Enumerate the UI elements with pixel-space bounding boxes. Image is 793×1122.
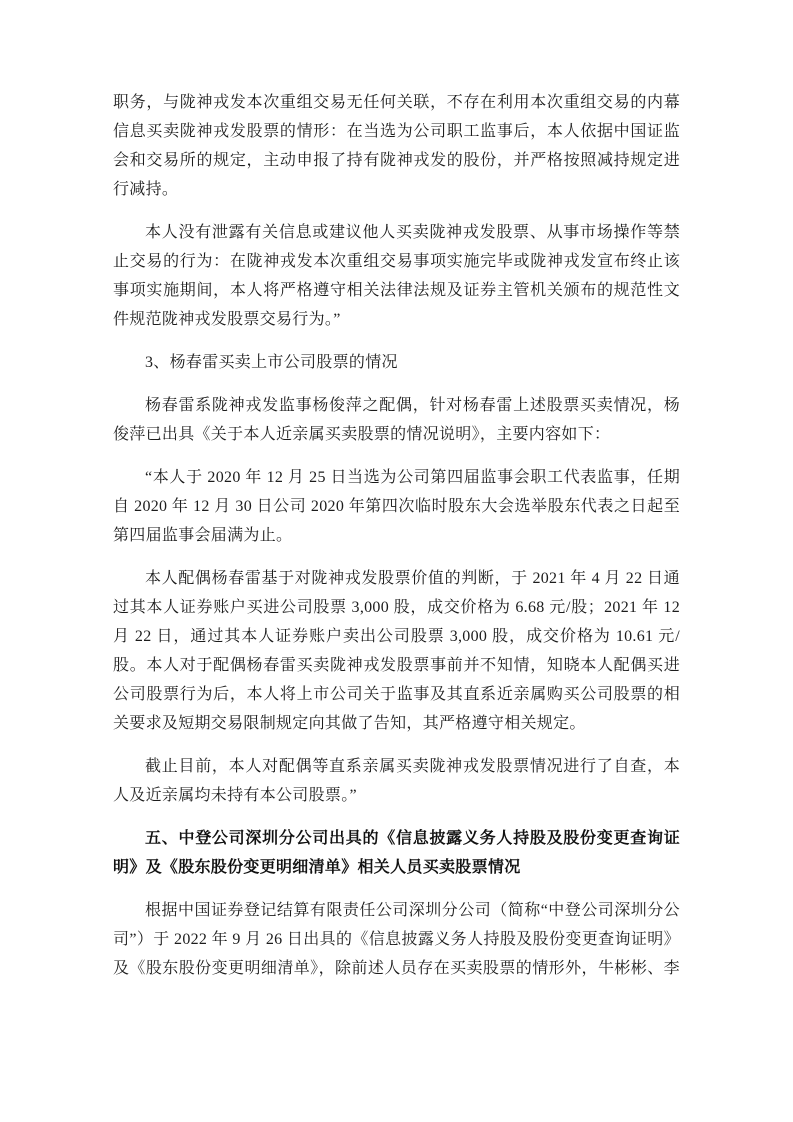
paragraph-quote-election: “本人于 2020 年 12 月 25 日当选为公司第四届监事会职工代表监事，任期自 2020 年 12 月 30 日公司 2020 年第四次临时股东大会选举股东代表之日起至第四届监事会届满为止。 [113,469,680,544]
paragraph-no-leak-statement: 本人没有泄露有关信息或建议他人买卖陇神戎发股票、从事市场操作等禁止交易的行为：在陇神戎发本次重组交易事项实施完毕或陇神戎发宣布终止该事项实施期间，本人将严格遵守相关法律法规及证券主管机关颁布的规范性文件规范陇神戎发股票交易行为。” [113,224,680,328]
paragraph-spouse-intro: 杨春雷系陇神戎发监事杨俊萍之配偶，针对杨春雷上述股票买卖情况，杨俊萍已出具《关于本人近亲属买卖股票的情况说明》，主要内容如下： [113,397,680,443]
section-heading-5: 五、中登公司深圳分公司出具的《信息披露义务人持股及股份变更查询证明》及《股东股份变更明细清单》相关人员买卖股票情况 [113,830,680,876]
paragraph-csdc-certificate: 根据中国证券登记结算有限责任公司深圳分公司（简称“中登公司深圳分公司”）于 2022 年 9 月 26 日出具的《信息披露义务人持股及股份变更查询证明》及《股东股份变更明细清单》，除前述人员存在买卖股票的情形外，牛彬彬、李 [113,902,680,977]
paragraph-quote-trades: 本人配偶杨春雷基于对陇神戎发股票价值的判断，于 2021 年 4 月 22 日通过其本人证券账户买进公司股票 3,000 股，成交价格为 6.68 元/股；2021 年 12 月 22 日，通过其本人证券账户卖出公司股票 3,000 股，成交价格为 10.61 元/股。本人对于配偶杨春雷买卖陇神戎发股票事前并不知情，知晓本人配偶买进公司股票行为后，本人将上市公司关于监事及其直系近亲属购买公司股票的相关要求及短期交易限制规定向其做了告知，其严格遵守相关规定。 [113,570,680,732]
paragraph-quote-selfcheck: 截止目前，本人对配偶等直系亲属买卖陇神戎发股票情况进行了自查，本人及近亲属均未持有本公司股票。” [113,758,680,804]
numbered-subheading-3: 3、杨春雷买卖上市公司股票的情况 [145,354,398,371]
paragraph-continuation: 职务，与陇神戎发本次重组交易无任何关联，不存在利用本次重组交易的内幕信息买卖陇神戎发股票的情形：在当选为公司职工监事后，本人依据中国证监会和交易所的规定，主动申报了持有陇神戎发的股份，并严格按照减持规定进行减持。 [113,94,680,198]
